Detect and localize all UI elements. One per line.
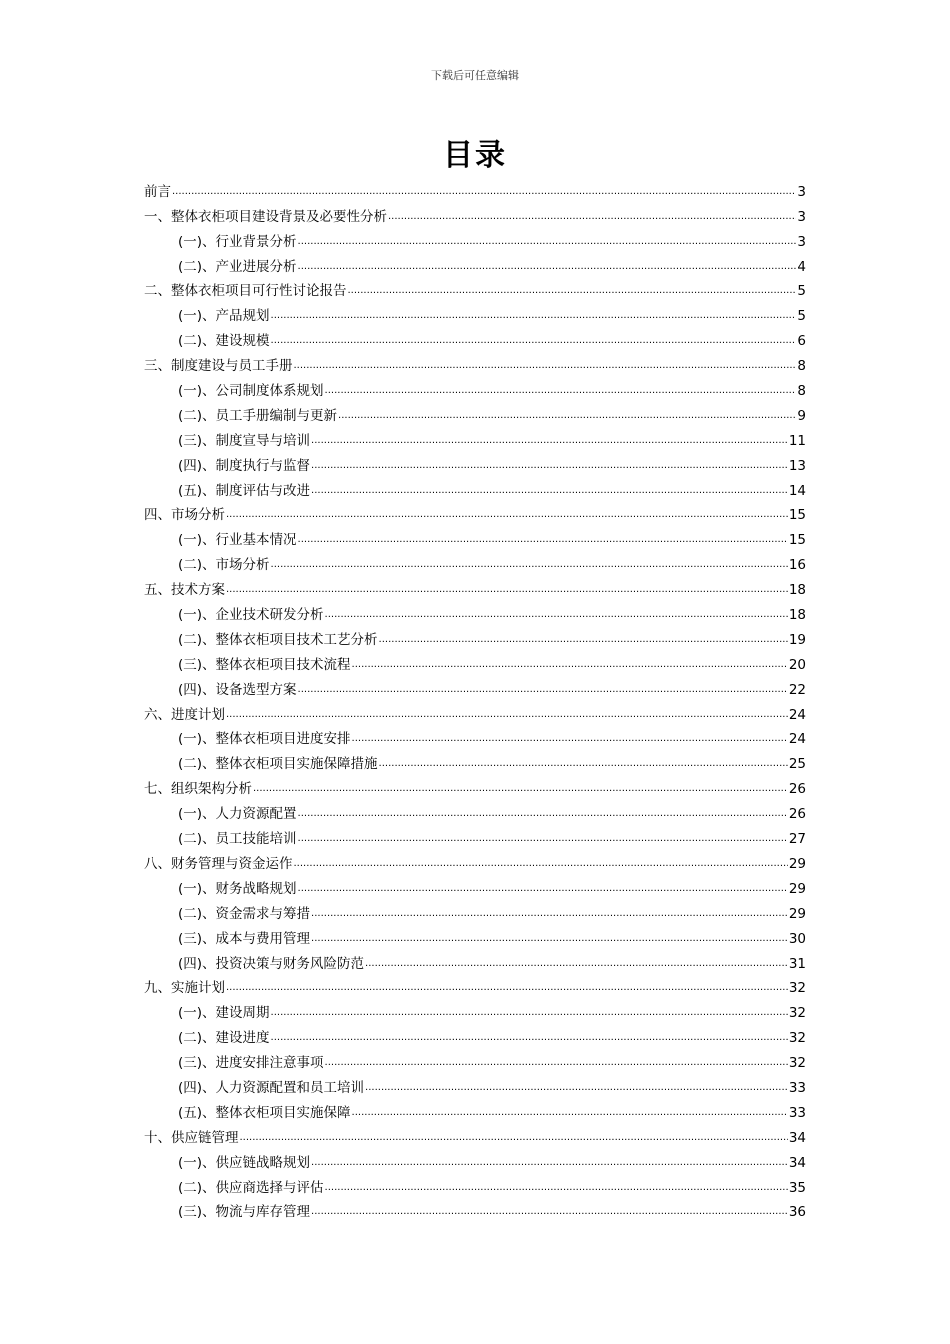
toc-entry-title: (四)、设备选型方案 xyxy=(178,681,297,698)
toc-entry-page-number: 4 xyxy=(797,258,806,275)
toc-entry-page-number: 29 xyxy=(788,855,806,872)
toc-entry-title: (一)、建设周期 xyxy=(178,1005,270,1022)
toc-entry[interactable] xyxy=(144,674,806,699)
toc-leader-dots xyxy=(352,730,788,748)
toc-entry[interactable] xyxy=(144,425,806,450)
toc-entry[interactable] xyxy=(144,450,806,475)
page-title: 目录 xyxy=(443,138,507,173)
toc-entry[interactable] xyxy=(144,1172,806,1197)
toc-entry[interactable] xyxy=(144,649,806,674)
toc-entry-title: (二)、产业进展分析 xyxy=(178,258,297,275)
toc-entry-page-number: 32 xyxy=(788,1005,806,1022)
toc-leader-dots xyxy=(298,880,788,898)
toc-leader-dots xyxy=(325,1054,788,1072)
toc-leader-dots xyxy=(325,382,797,400)
toc-entry-title: 三、制度建设与员工手册 xyxy=(144,358,293,375)
toc-leader-dots xyxy=(298,233,797,251)
toc-entry[interactable] xyxy=(144,300,806,325)
toc-entry-title: (一)、供应链战略规划 xyxy=(178,1154,311,1171)
toc-entry[interactable] xyxy=(144,948,806,973)
toc-entry[interactable] xyxy=(144,226,806,251)
toc-entry[interactable] xyxy=(144,1197,806,1222)
toc-entry-title: (四)、投资决策与财务风险防范 xyxy=(178,955,365,972)
toc-entry[interactable] xyxy=(144,549,806,574)
toc-entry[interactable] xyxy=(144,1072,806,1097)
toc-leader-dots xyxy=(226,506,788,524)
toc-entry-page-number: 8 xyxy=(797,383,806,400)
toc-leader-dots xyxy=(298,681,788,699)
toc-entry[interactable] xyxy=(144,997,806,1022)
toc-entry[interactable] xyxy=(144,1022,806,1047)
toc-entry-page-number: 3 xyxy=(797,208,806,225)
toc-leader-dots xyxy=(338,407,796,425)
toc-entry[interactable] xyxy=(144,350,806,375)
toc-leader-dots xyxy=(325,606,788,624)
toc-leader-dots xyxy=(298,805,788,823)
toc-entry-title: 二、整体衣柜项目可行性讨论报告 xyxy=(144,283,347,300)
toc-entry-title: (一)、产品规划 xyxy=(178,308,270,325)
toc-entry-title: 一、整体衣柜项目建设背景及必要性分析 xyxy=(144,208,387,225)
toc-entry-page-number: 11 xyxy=(788,432,806,449)
toc-entry-page-number: 18 xyxy=(788,607,806,624)
toc-entry-page-number: 27 xyxy=(788,831,806,848)
toc-entry-page-number: 9 xyxy=(797,407,806,424)
toc-entry-page-number: 29 xyxy=(788,880,806,897)
toc-entry[interactable] xyxy=(144,973,806,998)
toc-leader-dots xyxy=(271,1004,788,1022)
toc-leader-dots xyxy=(379,755,788,773)
toc-entry-title: (三)、物流与库存管理 xyxy=(178,1204,311,1221)
toc-entry[interactable] xyxy=(144,251,806,276)
toc-entry-page-number: 25 xyxy=(788,756,806,773)
toc-entry-page-number: 6 xyxy=(797,333,806,350)
toc-leader-dots xyxy=(352,656,788,674)
toc-entry[interactable] xyxy=(144,574,806,599)
toc-leader-dots xyxy=(271,1029,788,1047)
toc-leader-dots xyxy=(271,332,797,350)
toc-entry-title: (五)、制度评估与改进 xyxy=(178,482,311,499)
toc-entry-title: (二)、资金需求与筹措 xyxy=(178,905,311,922)
toc-entry-page-number: 36 xyxy=(788,1204,806,1221)
toc-leader-dots xyxy=(311,457,788,475)
toc-entry-page-number: 29 xyxy=(788,905,806,922)
toc-leader-dots xyxy=(311,1154,788,1172)
toc-entry[interactable] xyxy=(144,748,806,773)
toc-entry-page-number: 31 xyxy=(788,955,806,972)
table-of-contents xyxy=(144,176,806,1221)
toc-entry-page-number: 33 xyxy=(788,1079,806,1096)
toc-entry-page-number: 24 xyxy=(788,706,806,723)
toc-entry-page-number: 16 xyxy=(788,557,806,574)
toc-entry-title: (二)、整体衣柜项目实施保障措施 xyxy=(178,756,378,773)
toc-leader-dots xyxy=(271,307,797,325)
toc-entry-title: 四、市场分析 xyxy=(144,507,225,524)
toc-leader-dots xyxy=(294,357,797,375)
toc-entry-title: (二)、员工手册编制与更新 xyxy=(178,407,338,424)
toc-entry-title: (二)、建设规模 xyxy=(178,333,270,350)
toc-entry[interactable] xyxy=(144,1097,806,1122)
toc-entry-title: (二)、供应商选择与评估 xyxy=(178,1179,324,1196)
toc-entry[interactable] xyxy=(144,325,806,350)
toc-entry-page-number: 34 xyxy=(788,1154,806,1171)
toc-entry-page-number: 13 xyxy=(788,457,806,474)
toc-entry-title: (二)、市场分析 xyxy=(178,557,270,574)
toc-entry[interactable] xyxy=(144,201,806,226)
toc-entry-page-number: 26 xyxy=(788,781,806,798)
toc-entry-title: 九、实施计划 xyxy=(144,980,225,997)
toc-entry-page-number: 32 xyxy=(788,1030,806,1047)
toc-entry[interactable] xyxy=(144,923,806,948)
toc-entry[interactable] xyxy=(144,524,806,549)
toc-entry[interactable] xyxy=(144,848,806,873)
toc-entry-title: (三)、成本与费用管理 xyxy=(178,930,311,947)
toc-entry-title: (三)、整体衣柜项目技术流程 xyxy=(178,656,351,673)
toc-leader-dots xyxy=(240,1129,788,1147)
toc-leader-dots xyxy=(311,1203,788,1221)
toc-entry-title: (一)、财务战略规划 xyxy=(178,880,297,897)
toc-entry[interactable] xyxy=(144,823,806,848)
toc-entry-page-number: 18 xyxy=(788,582,806,599)
toc-leader-dots xyxy=(311,905,788,923)
toc-entry-title: (一)、公司制度体系规划 xyxy=(178,383,324,400)
toc-entry-page-number: 5 xyxy=(797,308,806,325)
toc-entry-title: (四)、人力资源配置和员工培训 xyxy=(178,1079,365,1096)
toc-entry-title: (三)、进度安排注意事项 xyxy=(178,1055,324,1072)
toc-entry[interactable] xyxy=(144,798,806,823)
toc-entry-title: 十、供应链管理 xyxy=(144,1129,239,1146)
toc-entry-page-number: 3 xyxy=(797,233,806,250)
toc-leader-dots xyxy=(253,780,788,798)
toc-leader-dots xyxy=(271,556,788,574)
toc-leader-dots xyxy=(352,1104,788,1122)
toc-leader-dots xyxy=(311,482,788,500)
toc-entry-page-number: 33 xyxy=(788,1104,806,1121)
toc-leader-dots xyxy=(365,1079,788,1097)
toc-entry-page-number: 5 xyxy=(797,283,806,300)
toc-entry[interactable] xyxy=(144,624,806,649)
toc-entry[interactable] xyxy=(144,724,806,749)
toc-entry-title: 前言 xyxy=(144,183,171,200)
toc-leader-dots xyxy=(172,183,796,201)
toc-leader-dots xyxy=(226,979,788,997)
toc-leader-dots xyxy=(311,930,788,948)
page-header-note: 下载后可任意编辑 xyxy=(431,69,519,82)
toc-entry[interactable] xyxy=(144,276,806,301)
toc-entry-title: (一)、企业技术研发分析 xyxy=(178,607,324,624)
toc-entry-title: (四)、制度执行与监督 xyxy=(178,457,311,474)
toc-entry-title: (五)、整体衣柜项目实施保障 xyxy=(178,1104,351,1121)
toc-leader-dots xyxy=(226,706,788,724)
toc-entry[interactable] xyxy=(144,1047,806,1072)
toc-leader-dots xyxy=(226,581,788,599)
toc-entry-title: (二)、建设进度 xyxy=(178,1030,270,1047)
toc-entry-title: (一)、行业背景分析 xyxy=(178,233,297,250)
toc-entry[interactable] xyxy=(144,1147,806,1172)
toc-entry-page-number: 8 xyxy=(797,358,806,375)
toc-entry[interactable] xyxy=(144,475,806,500)
toc-entry[interactable] xyxy=(144,176,806,201)
toc-entry[interactable] xyxy=(144,375,806,400)
toc-leader-dots xyxy=(365,955,788,973)
toc-entry-title: (二)、整体衣柜项目技术工艺分析 xyxy=(178,631,378,648)
toc-leader-dots xyxy=(388,208,796,226)
toc-entry[interactable] xyxy=(144,1122,806,1147)
toc-entry-title: (三)、制度宣导与培训 xyxy=(178,432,311,449)
toc-entry-page-number: 14 xyxy=(788,482,806,499)
toc-entry-title: 七、组织架构分析 xyxy=(144,781,252,798)
toc-entry-title: (一)、人力资源配置 xyxy=(178,806,297,823)
toc-entry-page-number: 32 xyxy=(788,980,806,997)
toc-entry[interactable] xyxy=(144,873,806,898)
toc-entry-page-number: 34 xyxy=(788,1129,806,1146)
toc-entry-page-number: 20 xyxy=(788,656,806,673)
toc-leader-dots xyxy=(348,282,797,300)
toc-entry-page-number: 3 xyxy=(797,183,806,200)
toc-leader-dots xyxy=(379,631,788,649)
toc-entry-page-number: 19 xyxy=(788,631,806,648)
toc-entry-title: 八、财务管理与资金运作 xyxy=(144,855,293,872)
toc-entry-page-number: 30 xyxy=(788,930,806,947)
toc-leader-dots xyxy=(298,258,797,276)
toc-leader-dots xyxy=(298,830,788,848)
toc-entry-page-number: 32 xyxy=(788,1055,806,1072)
toc-leader-dots xyxy=(298,531,788,549)
toc-entry[interactable] xyxy=(144,400,806,425)
toc-entry-title: (二)、员工技能培训 xyxy=(178,831,297,848)
toc-leader-dots xyxy=(311,432,788,450)
toc-leader-dots xyxy=(325,1179,788,1197)
toc-entry-page-number: 26 xyxy=(788,806,806,823)
toc-leader-dots xyxy=(294,855,788,873)
toc-entry-title: (一)、整体衣柜项目进度安排 xyxy=(178,731,351,748)
toc-entry-page-number: 15 xyxy=(788,532,806,549)
toc-entry-page-number: 35 xyxy=(788,1179,806,1196)
toc-entry[interactable] xyxy=(144,898,806,923)
toc-entry-title: 六、进度计划 xyxy=(144,706,225,723)
toc-entry[interactable] xyxy=(144,773,806,798)
toc-entry-page-number: 15 xyxy=(788,507,806,524)
toc-entry-page-number: 24 xyxy=(788,731,806,748)
toc-entry[interactable] xyxy=(144,699,806,724)
toc-entry-title: (一)、行业基本情况 xyxy=(178,532,297,549)
toc-entry[interactable] xyxy=(144,599,806,624)
toc-entry-title: 五、技术方案 xyxy=(144,582,225,599)
toc-entry[interactable] xyxy=(144,500,806,525)
toc-entry-page-number: 22 xyxy=(788,681,806,698)
